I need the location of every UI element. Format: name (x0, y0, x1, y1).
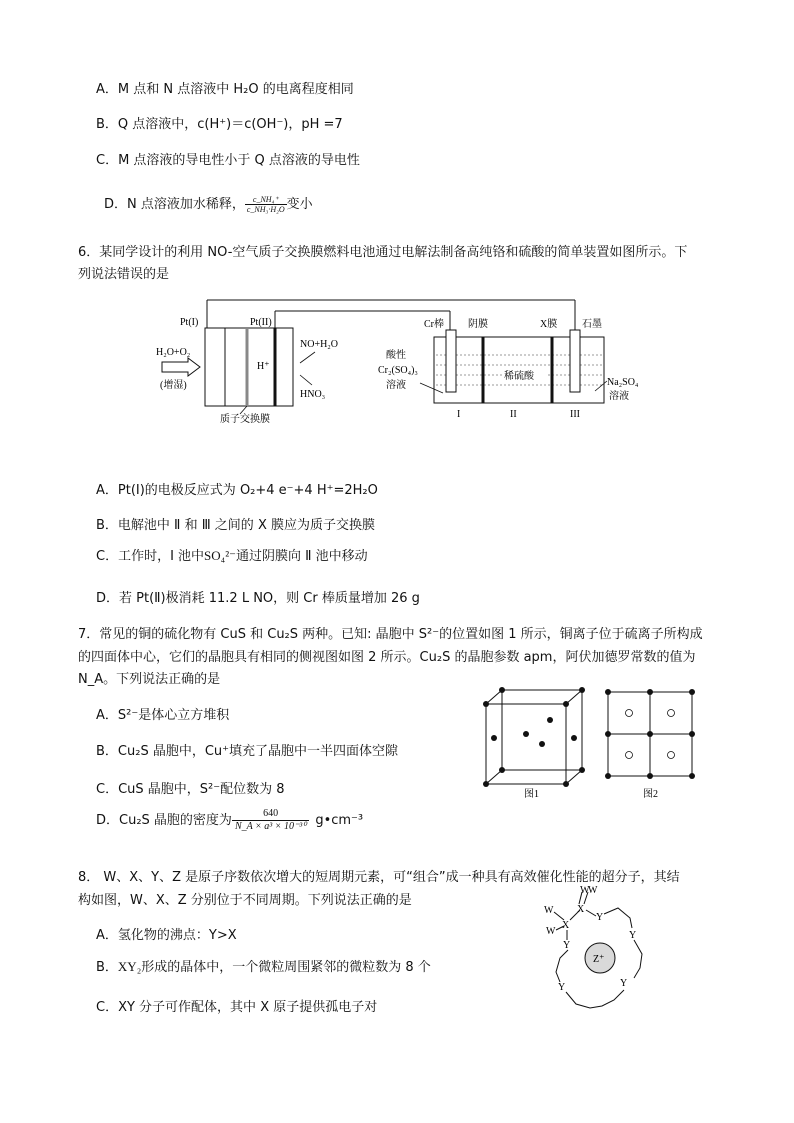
q8-stem-line1: 8． W、X、Y、Z 是原子序数依次增大的短周期元素，可“组合”成一种具有高效催化性能的超分子，其结 (78, 870, 680, 885)
q8-option-b-text: 形成的晶体中，一个微粒周围紧邻的微粒数为 8 个 (141, 960, 431, 975)
cell-3-label: III (570, 409, 580, 420)
pem-label: 质子交换膜 (220, 414, 270, 425)
z-cation-label: Z⁺ (593, 954, 605, 965)
q5-option-d-tail: 变小 (286, 197, 313, 212)
q6-option-c-text: C．工作时，I 池中 (96, 549, 205, 564)
figure-2-label: 图2 (643, 789, 658, 800)
no-inlet-arrow (300, 352, 315, 363)
q7-stem-line1: 7．常见的铜的硫化物有 CuS 和 Cu₂S 两种。已知: 晶胞中 S²⁻的位置如图 1 所示，铜离子位于硫离子所构成 (78, 627, 703, 642)
xy2-formula: XY₂ (117, 959, 142, 974)
no-inlet-label: NO+H₂O (300, 339, 339, 350)
q8-supramolecule-diagram (530, 882, 670, 1032)
cell-2-label: II (510, 409, 517, 420)
density-fraction (232, 808, 309, 833)
fraction-denominator: c_NH₃·H₂O (246, 205, 285, 214)
proton-label: H⁺ (257, 361, 270, 372)
figure-1-label: 图1 (524, 789, 539, 800)
q6-option-c-tail: 通过阴膜向 Ⅱ 池中移动 (235, 549, 368, 564)
w-atom-label: W (588, 885, 598, 896)
pt1-label: Pt(I) (180, 317, 199, 328)
y-atom-label: Y (596, 912, 604, 923)
left-solution-label-3: 溶液 (386, 380, 406, 391)
y-atom-label: Y (629, 930, 637, 941)
q5-option-c: C．M 点溶液的导电性小于 Q 点溶液的导电性 (96, 153, 360, 168)
q7-option-d-text: D．Cu₂S 晶胞的密度为 (96, 813, 232, 828)
inlet-humidified-label: (增湿) (160, 380, 187, 391)
q6-apparatus-diagram (150, 295, 670, 430)
density-numerator: 640 (232, 808, 309, 821)
q5-option-d-text: D．N 点溶液加水稀释， (104, 197, 245, 212)
sulfate-ion: SO₄²⁻ (204, 548, 236, 563)
q5-option-b: B．Q 点溶液中，c(H⁺)＝c(OH⁻)，pH =7 (96, 117, 343, 132)
right-solution-label-1: Na₂SO₄ (607, 377, 639, 388)
x-membrane-label: X膜 (540, 319, 558, 330)
q8-option-b (96, 957, 431, 978)
q7-option-c: C．CuS 晶胞中，S²⁻配位数为 8 (96, 782, 285, 797)
x-atom-label: X (562, 920, 570, 931)
q8-option-a: A．氢化物的沸点：Y>X (96, 928, 237, 943)
q7-crystal-figures (478, 684, 718, 804)
cell-1-label: I (457, 409, 461, 420)
q6-option-b: B．电解池中 Ⅱ 和 Ⅲ 之间的 X 膜应为质子交换膜 (96, 518, 375, 533)
q6-option-a: A．Pt(Ⅰ)的电极反应式为 O₂+4 e⁻+4 H⁺=2H₂O (96, 483, 378, 498)
x-atom-label: X (577, 904, 585, 915)
inlet-arrow (162, 358, 200, 376)
left-solution-label-2: Cr₂(SO₄)₃ (378, 365, 418, 376)
q8-stem-line2: 构如图，W、X、Z 分别位于不同周期。下列说法正确的是 (78, 893, 412, 908)
hno3-outlet-arrow (300, 375, 312, 385)
q5-option-a: A．M 点和 N 点溶液中 H₂O 的电离程度相同 (96, 82, 354, 97)
q6-stem-line1: 6．某同学设计的利用 NO-空气质子交换膜燃料电池通过电解法制备高纯铬和硫酸的简单装置如图所示。下 (78, 245, 688, 260)
q6-option-d: D．若 Pt(Ⅱ)极消耗 11.2 L NO，则 Cr 棒质量增加 26 g (96, 591, 420, 606)
q6-option-c (96, 546, 368, 567)
y-atom-label: Y (563, 940, 571, 951)
q7-option-b: B．Cu₂S 晶胞中，Cu⁺填充了晶胞中一半四面体空隙 (96, 744, 399, 759)
q7-stem-line2: 的四面体中心，它们的晶胞具有相同的侧视图如图 2 所示。Cu₂S 的晶胞参数 apm，阿伏加德罗常数的值为 (78, 650, 696, 665)
density-unit: g•cm⁻³ (315, 813, 364, 828)
middle-solution-label: 稀硫酸 (504, 371, 534, 382)
q7-option-d (96, 806, 363, 836)
density-denominator: N_A × a³ × 10⁻³⁰ (234, 821, 307, 832)
q5-option-d (104, 190, 313, 220)
w-atom-label: W (546, 926, 556, 937)
q8-option-b-prefix: B． (96, 960, 118, 975)
graphite-label: 石墨 (582, 319, 602, 330)
pt2-label: Pt(II) (250, 317, 272, 328)
q5-option-d-fraction (245, 195, 287, 214)
hno3-label: HNO₃ (300, 389, 326, 400)
y-atom-label: Y (558, 982, 566, 993)
fraction-numerator: c_NH₄⁺ (245, 195, 287, 205)
q8-option-c: C．XY 分子可作配体，其中 X 原子提供孤电子对 (96, 1000, 378, 1015)
y-atom-label: Y (620, 978, 628, 989)
left-solution-label-1: 酸性 (386, 350, 406, 361)
q6-stem-line2: 列说法错误的是 (78, 267, 170, 282)
w-atom-label: W (544, 905, 554, 916)
right-solution-label-2: 溶液 (609, 391, 629, 402)
q7-option-a: A．S²⁻是体心立方堆积 (96, 708, 230, 723)
cr-rod-label: Cr棒 (424, 319, 444, 330)
inlet-label: H₂O+O₂ (156, 347, 191, 358)
w-atom-label: W (580, 885, 590, 896)
anion-membrane-label: 阴膜 (468, 319, 488, 330)
q7-stem-line3: N_A。下列说法正确的是 (78, 672, 221, 687)
